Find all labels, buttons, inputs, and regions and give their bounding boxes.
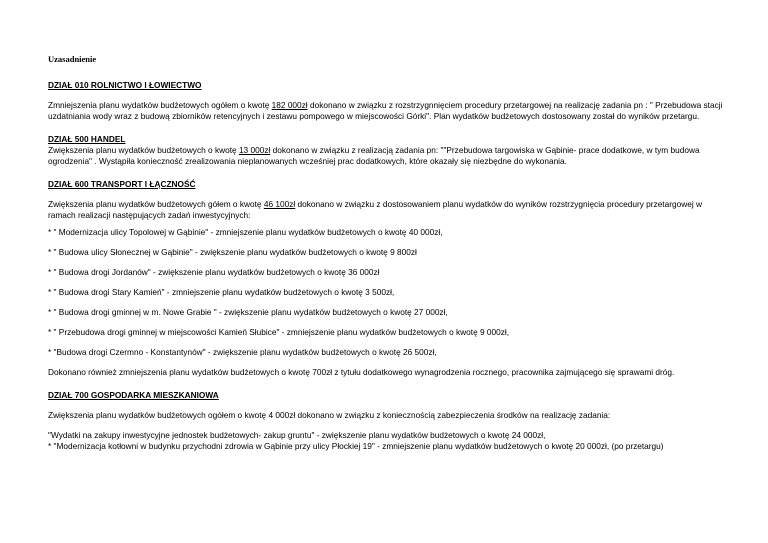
paragraph-text: Zmniejszenia planu wydatków budżetowych ogółem o kwotę [48, 100, 272, 110]
section-010-paragraph [48, 100, 728, 122]
list-item: * " Budowa drogi gminnej w m. Nowe Grabie " - zwiększenie planu wydatków budżetowych o kwotę 27 000zł, [48, 307, 448, 317]
list-item: * " Budowa drogi Stary Kamień" - zmniejszenie planu wydatków budżetowych o kwotę 3 500zł, [48, 287, 395, 297]
paragraph-text: dokonano w związku z rozstrzygnnięciem procedury przetargowej na realizację zadania pn : " Przebudowa stacji uzdatniania wody wraz z budową zbiorników retencyjnych i zestawu pompowego w miejscowości Górki". Plan wydatków budżetowych dostosowany został do wyników przetargu. [48, 100, 723, 121]
paragraph-text: dokonano w związku z dostosowaniem planu wydatków do wyników rozstrzygnięcia procedury przetargowej w ramach realizacji następujących zadań inwestycyjnych: [48, 199, 702, 220]
amount: 182 000zł [271, 100, 308, 110]
list-item: * " Modernizacja ulicy Topolowej w Gąbinie" - zmniejszenie planu wydatków budżetowych o kwotę 40 000zł, [48, 227, 443, 237]
list-item: * " Budowa ulicy Słonecznej w Gąbinie" - zwiększenie planu wydatków budżetowych o kwotę 9 800zł [48, 247, 417, 257]
paragraph-text: dokonano w związku z realizacją zadania pn: ""Przebudowa targowiska w Gąbinie- prace dodatkowe, w tym budowa ogrodzenia" . Wystąpiła konieczność zrealizowania nieplanowanych wcześniej prac dodatkowych, które okazały się niezbędne do wykonania. [48, 145, 700, 166]
list-item: * "Modernizacja kotłowni w budynku przychodni zdrowia w Gąbinie przy ulicy Płockiej 19" - zmniejszenie planu wydatków budżetowych o kwotę 20 000zł, (po przetargu) [48, 441, 664, 451]
document-title: Uzasadnienie [48, 54, 97, 64]
section-500-paragraph [48, 145, 728, 167]
paragraph-text: Zwiększenia planu wydatków budżetowych gółem o kwotę [48, 199, 264, 209]
section-700-paragraph: Zwiększenia planu wydatków budżetowych ogółem o kwotę 4 000zł dokonano w związku z koniecznością zabezpieczenia środków na realizację zadania: [48, 410, 611, 420]
section-heading-700: DZIAŁ 700 GOSPODARKA MIESZKANIOWA [48, 390, 219, 400]
list-item: * "Budowa drogi Czermno - Konstantynów" - zwiększenie planu wydatków budżetowych o kwotę 26 500zł, [48, 347, 437, 357]
amount: 13 000zł [238, 145, 271, 155]
section-heading-600: DZIAŁ 600 TRANSPORT I ŁĄCZNOŚĆ [48, 179, 196, 189]
section-heading-500: DZIAŁ 500 HANDEL [48, 134, 126, 144]
list-item: * " Budowa drogi Jordanów" - zwiększenie planu wydatków budżetowych o kwotę 36 000zł [48, 267, 380, 277]
paragraph-text: Zwiększenia planu wydatków budżetowych o kwotę [48, 145, 239, 155]
list-item: * " Przebudowa drogi gminnej w miejscowości Kamień Słubice" - zmniejszenie planu wydatków budżetowych o kwotę 9 000zł, [48, 327, 510, 337]
list-item: "Wydatki na zakupy inwestycyjne jednostek budżetowych- zakup gruntu" - zwiększenie planu wydatków budżetowych o kwotę 24 000zł, [48, 430, 546, 440]
document-body [48, 54, 728, 452]
amount: 46 100zł [263, 199, 296, 209]
section-600-paragraph [48, 199, 728, 221]
section-heading-010: DZIAŁ 010 ROLNICTWO I ŁOWIECTWO [48, 80, 202, 90]
section-600-paragraph-2: Dokonano również zmniejszenia planu wydatków budżetowych o kwotę 700zł z tytułu dodatkowego wynagrodzenia rocznego, pracownika zajmującego się sprawami dróg. [48, 367, 675, 377]
